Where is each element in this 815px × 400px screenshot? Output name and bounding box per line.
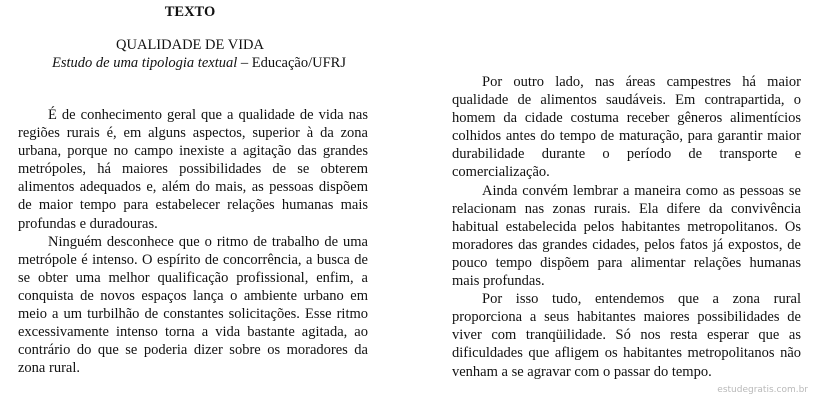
article-title: QUALIDADE DE VIDA — [116, 37, 264, 53]
left-column — [18, 106, 368, 377]
paragraph-4: Ainda convém lembrar a maneira como as pessoas se relacionam nas zonas rurais. Ela difere da convivência habitual estabelecida pelos habitantes metropolitanos. Os moradores das grandes cidades, pelos fatos já expostos, de pouco tempo dispõem para alimentar relações humanas mais profundas. — [452, 182, 801, 290]
right-column — [452, 73, 801, 381]
subtitle-source: – Educação/UFRJ — [237, 55, 346, 71]
article-subtitle — [30, 54, 410, 72]
subtitle-italic: Estudo de uma tipologia textual — [52, 55, 238, 71]
paragraph-2: Ninguém desconhece que o ritmo de trabalho de uma metrópole é intenso. O espírito de concorrência, a busca de se obter uma melhor qualificação profissional, enfim, a conquista de novos espaços lança o ambiente urbano em meio a um turbilhão de constantes solicitações. Esse ritmo excessivamente intenso torna a vida bastante agitada, ao contrário do que se poderia dizer sobre os moradores da zona rural. — [18, 233, 368, 377]
site-watermark: estudegratis.com.br — [717, 385, 808, 395]
paragraph-1: É de conhecimento geral que a qualidade de vida nas regiões rurais é, em alguns aspectos, superior à da zona urbana, porque no campo inexiste a agitação das grandes metrópoles, há maiores possibilidades de se obterem alimentos adequados e, além do mais, as pessoas dispõem de maior tempo para estabelecer relações humanas mais profundas e duradouras. — [18, 107, 368, 232]
paragraph-3: Por outro lado, nas áreas campestres há maior qualidade de alimentos saudáveis. Em contrapartida, o homem da cidade costuma receber gêneros alimentícios colhidos antes do tempo de maturação, para garantir maior durabilidade durante o período de transporte e comercialização. — [452, 74, 801, 181]
text-label: TEXTO — [164, 4, 216, 20]
paragraph-5: Por isso tudo, entendemos que a zona rural proporciona a seus habitantes maiores possibilidades de viver com tranqüilidade. Só nos resta esperar que as dificuldades que afligem os habitantes metropolitanos não venham a se agravar com o passar do tempo. — [452, 291, 801, 380]
